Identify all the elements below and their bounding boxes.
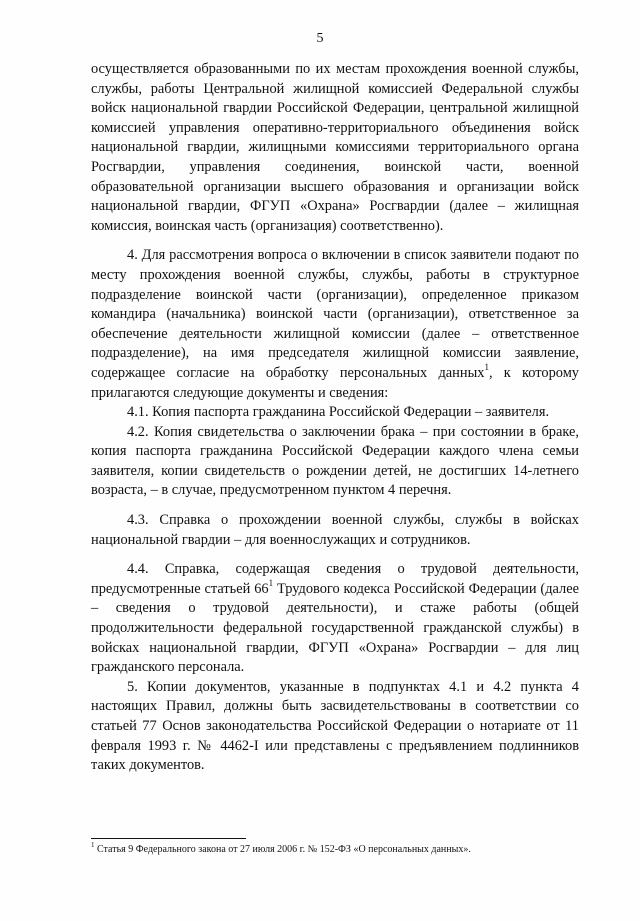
paragraph-spacer	[91, 236, 579, 246]
paragraph-intro: осуществляется образованными по их местам прохождения военной службы, службы, работы Центральной жилищной комиссией Федеральной службы войск национальной гвардии Российской Федерации, центральной жилищной комиссией управления оперативно-территориального объединения войск национальной гвардии, жилищными комиссиями территориального органа Росгвардии, управления соединения, воинской части, военной образовательной организации высшего образования и организации войск национальной гвардии, ФГУП «Охрана» Росгвардии (далее – жилищная комиссия, воинская часть (организация) соответственно).	[91, 61, 579, 234]
footnote-marker: 1	[91, 840, 95, 849]
paragraph-4-continuation: , к которому прилагаются следующие документы и сведения:	[91, 364, 579, 401]
paragraph-4-3: 4.3. Справка о прохождении военной службы, службы в войсках национальной гвардии – для военнослужащих и сотрудников.	[91, 512, 579, 548]
footnote-reference: 1	[484, 362, 489, 373]
article-superscript: 1	[268, 578, 274, 589]
paragraph-4	[91, 246, 579, 403]
paragraph-spacer	[91, 550, 579, 560]
paragraph-4-1: 4.1. Копия паспорта гражданина Российской Федерации – заявителя.	[127, 404, 550, 421]
paragraph-4-4	[91, 560, 579, 678]
paragraph-4-4-text: 4.4. Справка, содержащая сведения о трудовой деятельности, предусмотренные статьей 66	[91, 561, 579, 597]
document-body	[91, 60, 579, 776]
paragraph-4-text: 4. Для рассмотрения вопроса о включении в список заявители подают по месту прохождения военной службы, службы, работы в структурное подразделение воинской части (организации), определенное приказом командира (начальника) воинской части (организации), ответственное за обеспечение деятельности жилищной комиссии (далее – ответственное подразделение), на имя председателя жилищной комиссии заявление, содержащее согласие на обработку персональных данных	[91, 247, 579, 381]
paragraph-4-2: 4.2. Копия свидетельства о заключении брака – при состоянии в браке, копия паспорта гражданина Российской Федерации каждого члена семьи заявителя, копии свидетельств о рождении детей, не достигших 14-летнего возраста, – в случае, предусмотренном пунктом 4 перечня.	[91, 423, 579, 499]
footnote-text: Статья 9 Федерального закона от 27 июля 2006 г. № 152-ФЗ «О персональных данных».	[94, 844, 471, 855]
page-number: 5	[316, 31, 324, 46]
footnote-divider	[91, 838, 246, 839]
paragraph-5: 5. Копии документов, указанные в подпунктах 4.1 и 4.2 пункта 4 настоящих Правил, должны быть засвидетельствованы в соответствии со статьей 77 Основ законодательства Российской Федерации о нотариате от 11 февраля 1993 г. № 4462-I или представлены с предъявлением подлинников таких документов.	[91, 678, 579, 774]
footnote	[91, 840, 591, 856]
paragraph-spacer	[91, 501, 579, 511]
paragraph-4-4-continuation: Трудового кодекса Российской Федерации (далее – сведения о трудовой деятельности), и стаже работы (общей продолжительности федеральной государственной гражданской службы) в войсках национальной гвардии, ФГУП «Охрана» Росгвардии – для лиц гражданского персонала.	[91, 580, 579, 676]
